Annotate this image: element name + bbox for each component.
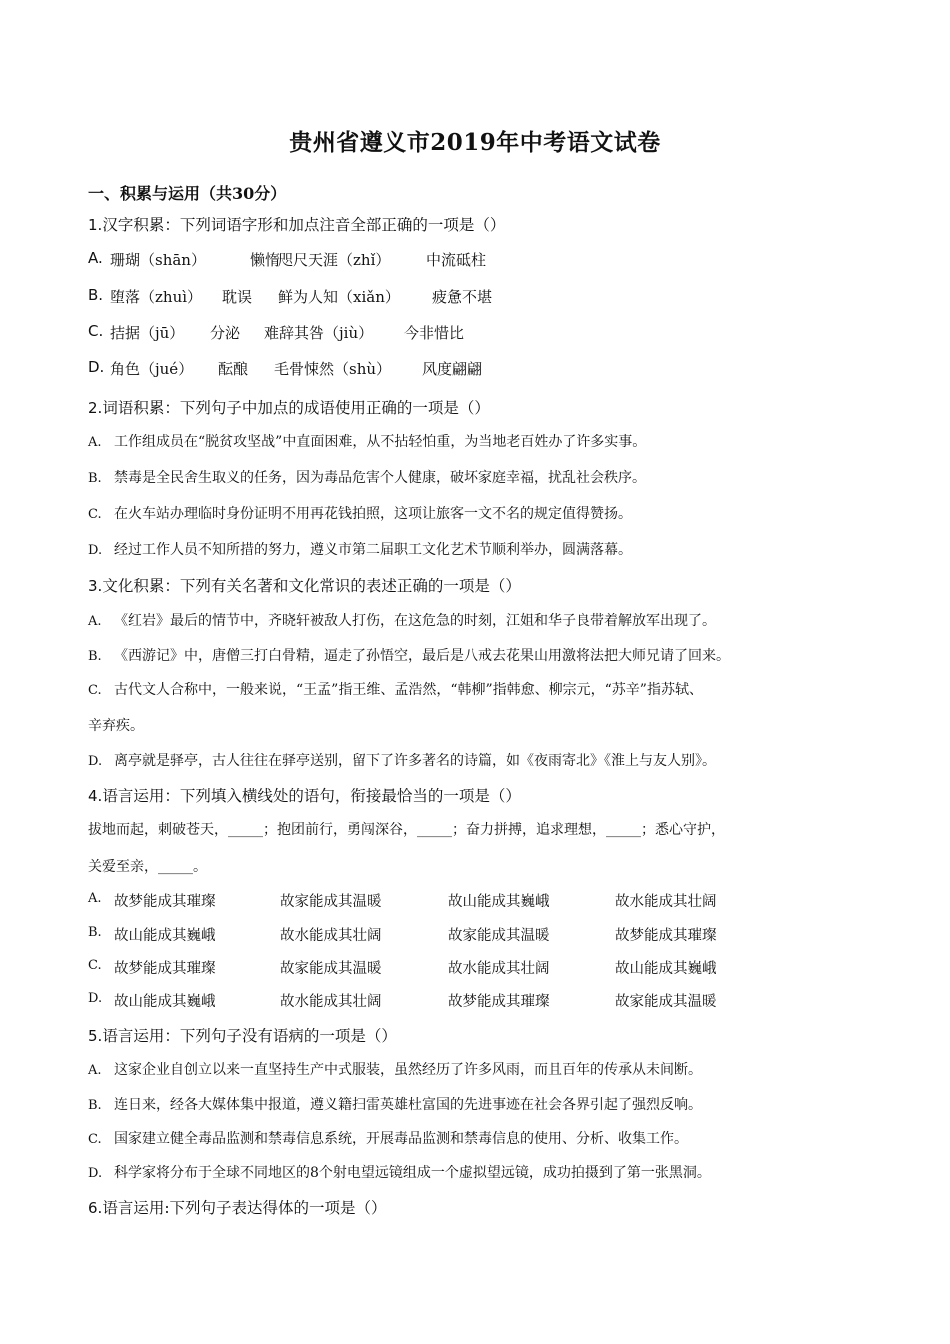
option-word: 疲惫不堪 <box>432 288 493 306</box>
q2-option-c <box>88 503 632 523</box>
q5-option-d <box>88 1162 711 1182</box>
question-6-stem <box>88 1196 387 1218</box>
option-cell: 故水能成其壮阔 <box>280 994 382 1010</box>
option-word: 风度翩翩 <box>422 360 483 378</box>
option-label: D. <box>88 1166 103 1181</box>
q4-option-b <box>88 924 717 944</box>
question-text: 语言运用:下列句子表达得体的一项是（） <box>102 1199 387 1217</box>
q3-option-c <box>88 679 703 699</box>
option-cell: 故山能成其巍峨 <box>615 961 717 977</box>
option-cell: 故梦能成其璀璨 <box>615 928 717 944</box>
question-text: 文化积累：下列有关名著和文化常识的表述正确的一项是（） <box>102 577 521 595</box>
q2-option-d <box>88 539 632 559</box>
q3-option-a <box>88 610 716 630</box>
q5-option-c <box>88 1128 688 1148</box>
question-text: 语言运用：下列句子没有语病的一项是（） <box>102 1027 397 1045</box>
option-text: 在火车站办理临时身份证明不用再花钱拍照，这项让旅客一文不名的规定值得赞扬。 <box>114 506 632 522</box>
option-cell: 故梦能成其璀璨 <box>114 894 216 910</box>
option-label: B. <box>88 925 102 940</box>
option-word: 咫尺天涯（zhǐ） <box>278 251 391 269</box>
option-word: 难辞其咎（jiù） <box>264 324 374 342</box>
option-word: 毛骨悚然（shù） <box>274 360 392 378</box>
option-text: 科学家将分布于全球不同地区的8个射电望远镜组成一个虚拟望远镜，成功拍摄到了第一张黑洞。 <box>114 1165 711 1181</box>
option-label: B. <box>88 471 102 486</box>
option-text: 离亭就是驿亭，古人往往在驿亭送别，留下了许多著名的诗篇，如《夜雨寄北》《淮上与友人别》。 <box>114 753 716 769</box>
q5-option-a <box>88 1059 702 1079</box>
option-label: D. <box>88 754 103 769</box>
option-word: 堕落（zhuì） <box>110 288 203 306</box>
option-cell: 故山能成其巍峨 <box>448 894 550 910</box>
q1-option-b <box>88 286 493 306</box>
option-label: A. <box>88 891 102 906</box>
q5-option-b <box>88 1094 702 1114</box>
option-text: 经过工作人员不知所措的努力，遵义市第二届职工文化艺术节顺利举办，圆满落幕。 <box>114 542 632 558</box>
option-cell: 故梦能成其璀璨 <box>448 994 550 1010</box>
question-number: 5. <box>88 1027 103 1045</box>
question-5-stem <box>88 1024 397 1046</box>
option-text: 连日来，经各大媒体集中报道，遵义籍扫雷英雄杜富国的先进事迹在社会各界引起了强烈反响。 <box>114 1097 702 1113</box>
option-text: 古代文人合称中，一般来说，“王孟”指王维、孟浩然，“韩柳”指韩愈、柳宗元，“苏辛”指苏轼、 <box>114 682 703 698</box>
q4-passage-line-1: 拔地而起，刺破苍天，_____；抱团前行，勇闯深谷，_____；奋力拼搏，追求理想，_____；悉心守护， <box>88 822 725 838</box>
option-label: A. <box>88 614 102 629</box>
option-word: 拮据（jū） <box>110 324 185 342</box>
q4-passage-line-2: 关爱至亲，_____。 <box>88 859 207 875</box>
q3-option-c-continued: 辛弃疾。 <box>88 718 144 734</box>
question-text: 汉字积累：下列词语字形和加点注音全部正确的一项是（） <box>102 216 506 234</box>
page-title: 贵州省遵义市2019年中考语文试卷 <box>289 129 661 156</box>
option-cell: 故家能成其温暖 <box>448 928 550 944</box>
q2-option-b <box>88 467 646 487</box>
option-word: 鲜为人知（xiǎn） <box>278 288 400 306</box>
question-4-stem <box>88 784 521 806</box>
option-word: 角色（jué） <box>110 360 194 378</box>
question-2-stem <box>88 396 490 418</box>
section-heading: 一、积累与运用（共30分） <box>88 184 287 203</box>
option-label: B. <box>88 1098 102 1113</box>
q1-option-d <box>88 358 483 378</box>
question-number: 4. <box>88 787 103 805</box>
q2-option-a <box>88 431 646 451</box>
question-text: 语言运用：下列填入横线处的语句，衔接最恰当的一项是（） <box>102 787 521 805</box>
option-label: C. <box>88 1132 102 1147</box>
question-number: 6. <box>88 1199 103 1217</box>
option-word: 分泌 <box>210 324 241 342</box>
option-text: 国家建立健全毒品监测和禁毒信息系统，开展毒品监测和禁毒信息的使用、分析、收集工作。 <box>114 1131 688 1147</box>
option-word: 今非惜比 <box>404 324 465 342</box>
option-label: A. <box>88 435 102 450</box>
option-label: C. <box>88 507 102 522</box>
option-label: D. <box>88 991 103 1006</box>
q4-option-c <box>88 957 717 977</box>
option-text: 这家企业自创立以来一直坚持生产中式服装，虽然经历了许多风雨，而且百年的传承从未间断。 <box>114 1062 702 1078</box>
option-label: C. <box>88 958 102 973</box>
option-word: 中流砥柱 <box>426 251 487 269</box>
option-cell: 故梦能成其璀璨 <box>114 961 216 977</box>
option-cell: 故家能成其温暖 <box>615 994 717 1010</box>
option-label: D. <box>88 358 105 376</box>
option-text: 《红岩》最后的情节中，齐晓轩被敌人打伤，在这危急的时刻，江姐和华子良带着解放军出现了。 <box>114 613 716 629</box>
question-number: 2. <box>88 399 103 417</box>
option-label: A. <box>88 1063 102 1078</box>
option-cell: 故山能成其巍峨 <box>114 994 216 1010</box>
option-label: C. <box>88 683 102 698</box>
q1-option-a <box>88 249 487 269</box>
question-number: 3. <box>88 577 103 595</box>
option-label: A. <box>88 249 103 267</box>
option-label: D. <box>88 543 103 558</box>
option-label: B. <box>88 649 102 664</box>
option-cell: 故水能成其壮阔 <box>448 961 550 977</box>
option-text: 工作组成员在“脱贫攻坚战”中直面困难，从不拈轻怕重，为当地老百姓办了许多实事。 <box>114 434 647 450</box>
option-word: 酝酿 <box>218 360 249 378</box>
question-1-stem <box>88 213 505 235</box>
q4-option-a <box>88 890 717 910</box>
option-cell: 故山能成其巍峨 <box>114 928 216 944</box>
option-word: 耽误 <box>222 288 253 306</box>
question-text: 词语积累：下列句子中加点的成语使用正确的一项是（） <box>102 399 490 417</box>
option-label: B. <box>88 286 104 304</box>
q4-option-d <box>88 990 717 1010</box>
option-cell: 故水能成其壮阔 <box>280 928 382 944</box>
question-number: 1. <box>88 216 103 234</box>
option-text: 禁毒是全民舍生取义的任务，因为毒品危害个人健康，破坏家庭幸福，扰乱社会秩序。 <box>114 470 646 486</box>
question-3-stem <box>88 574 521 596</box>
option-label: C. <box>88 322 104 340</box>
q3-option-d <box>88 750 716 770</box>
q1-option-c <box>88 322 465 342</box>
q3-option-b <box>88 645 730 665</box>
option-word: 懒惰 <box>250 251 281 269</box>
option-text: 《西游记》中，唐僧三打白骨精，逼走了孙悟空，最后是八戒去花果山用激将法把大师兄请了回来。 <box>114 648 730 664</box>
option-cell: 故水能成其壮阔 <box>615 894 717 910</box>
option-word: 珊瑚（shān） <box>110 251 206 269</box>
option-cell: 故家能成其温暖 <box>280 894 382 910</box>
option-cell: 故家能成其温暖 <box>280 961 382 977</box>
